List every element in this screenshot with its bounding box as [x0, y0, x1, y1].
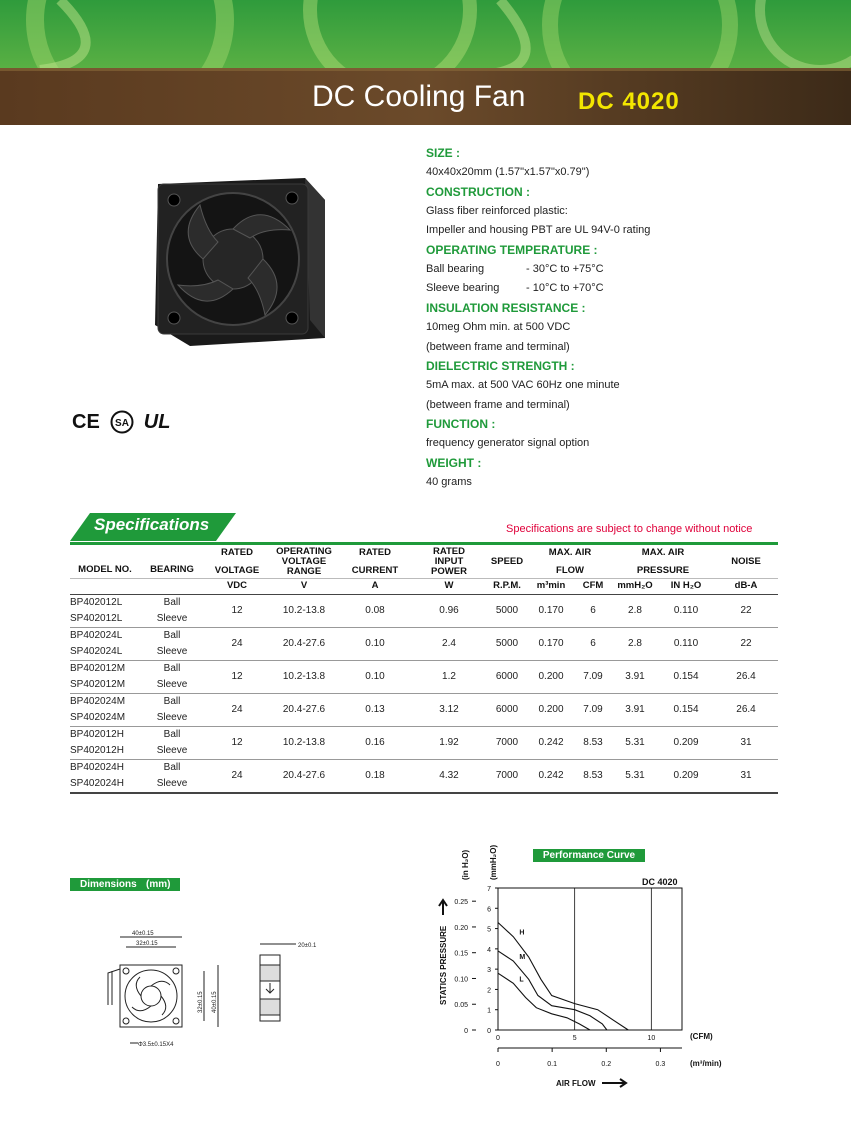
value-cell: 8.53 — [574, 759, 612, 793]
hdr-line: VOLTAGE — [214, 564, 260, 576]
hdr-line: OPERATING — [276, 545, 332, 557]
y-tick-label-in: 0.15 — [454, 950, 468, 958]
y-tick-label-mm: 4 — [487, 946, 491, 954]
value-cell: 31 — [714, 726, 778, 759]
value-cell: 7.09 — [574, 693, 612, 726]
value-cell: 5.31 — [612, 759, 658, 793]
y-tick-label-mm: 3 — [487, 967, 491, 975]
unit-cell: A — [338, 578, 412, 594]
prop-key: Ball bearing — [426, 262, 485, 275]
y-tick-label-mm: 7 — [487, 886, 491, 893]
value-cell: 0.209 — [658, 726, 714, 759]
prop-heading-construction: CONSTRUCTION : — [426, 184, 530, 199]
value-cell: 0.200 — [528, 660, 574, 693]
x-tick-label-cfm: 5 — [572, 1035, 577, 1042]
hdr-line: MAX. AIR — [548, 546, 592, 558]
unit-cell: IN H₂O — [658, 578, 714, 594]
value-cell: 24 — [204, 759, 270, 793]
col-op-voltage — [270, 546, 338, 578]
value-cell: 2.8 — [612, 594, 658, 627]
series-label: M — [519, 954, 526, 962]
prop-value: (between frame and terminal) — [426, 340, 570, 353]
prop-value: Impeller and housing PBT are UL 94V-0 rating — [426, 224, 651, 237]
prop-heading-operating-temperature: OPERATING TEMPERATURE : — [426, 242, 598, 257]
value-cell: 0.110 — [658, 627, 714, 660]
performance-curve-tag: Performance Curve — [533, 849, 645, 862]
value-cell: 6 — [574, 594, 612, 627]
value-cell: 0.13 — [338, 693, 412, 726]
value-cell: 31 — [714, 759, 778, 793]
spec-table-body — [70, 594, 778, 793]
dim-hole-v-label: 32±0.15 — [198, 991, 204, 1013]
value-cell: 2.4 — [412, 627, 486, 660]
dimension-drawing — [100, 925, 340, 1055]
value-cell: 8.53 — [574, 726, 612, 759]
unit-cell: CFM — [574, 578, 612, 594]
value-cell: 12 — [204, 660, 270, 693]
x-tick-label-m3: 0.3 — [655, 1061, 666, 1068]
bearing-cell: Ball — [163, 729, 181, 740]
prop-val: - 10°C to +70°C — [526, 282, 604, 295]
model-cell: BP402012M — [70, 663, 126, 674]
dimensions-tag — [70, 878, 180, 891]
value-cell: 0.08 — [338, 594, 412, 627]
value-cell: 7.09 — [574, 660, 612, 693]
col-bearing: BEARING — [150, 563, 194, 575]
x-tick-label-cfm: 10 — [647, 1035, 656, 1042]
value-cell: 6000 — [486, 693, 528, 726]
col-noise: NOISE — [731, 555, 761, 567]
x-tick-label-m3: 0 — [496, 1061, 500, 1068]
y-tick-label-in: 0.25 — [454, 899, 468, 907]
bearing-cell: Ball — [163, 762, 181, 773]
hdr-line: INPUT — [434, 555, 464, 567]
csa-mark-text: SA — [114, 418, 129, 429]
chart-title: DC 4020 — [642, 877, 678, 887]
y-tick-label-mm: 6 — [487, 906, 491, 914]
x-unit-cfm: (CFM) — [690, 1032, 713, 1041]
x-axis-arrow-icon — [602, 1079, 626, 1087]
value-cell: 3.12 — [412, 693, 486, 726]
x-tick-label-m3: 0.2 — [601, 1061, 612, 1068]
ce-mark-icon: CE — [72, 410, 100, 433]
spec-table — [70, 546, 778, 794]
y-tick-label-mm: 5 — [487, 926, 491, 934]
value-cell: 10.2-13.8 — [270, 726, 338, 759]
x-tick-label-m3: 0.1 — [547, 1061, 558, 1068]
prop-heading-size: SIZE : — [426, 146, 461, 160]
value-cell: 0.209 — [658, 759, 714, 793]
specifications-section-tag — [70, 513, 236, 541]
dim-outer-v-label: 40±0.15 — [212, 991, 218, 1013]
value-cell: 0.10 — [338, 627, 412, 660]
col-speed: SPEED — [490, 555, 524, 567]
prop-value: Glass fiber reinforced plastic: — [426, 204, 568, 217]
series-line-M — [498, 951, 607, 1030]
y-axis-label: STATICS PRESSURE — [439, 925, 448, 1005]
col-rated-power — [412, 546, 486, 578]
model-cell: BP402024M — [70, 696, 126, 707]
y-unit-mm: (mmH₂O) — [489, 844, 498, 880]
hdr-line: RATED — [432, 545, 466, 557]
value-cell: 6000 — [486, 660, 528, 693]
col-pressure — [612, 546, 714, 578]
chart-series — [498, 923, 628, 1031]
value-cell: 4.32 — [412, 759, 486, 793]
plot-frame — [498, 888, 682, 1030]
series-line-H — [498, 923, 628, 1031]
specifications-title: Specifications — [94, 515, 210, 534]
model-cell: SP402012H — [70, 743, 140, 760]
value-cell: 7000 — [486, 726, 528, 759]
dim-hole-label: 32±0.15 — [136, 941, 158, 947]
header-banner — [0, 0, 851, 125]
ul-mark-icon: UL — [143, 410, 171, 433]
hdr-line: CURRENT — [351, 564, 399, 576]
value-cell: 10.2-13.8 — [270, 660, 338, 693]
dim-depth-label: 20±0.1 — [298, 943, 317, 949]
prop-value: 10meg Ohm min. at 500 VDC — [426, 320, 571, 333]
value-cell: 3.91 — [612, 693, 658, 726]
col-rated-current — [338, 546, 412, 578]
bearing-cell: Sleeve — [140, 644, 204, 661]
prop-heading-dielectric: DIELECTRIC STRENGTH : — [426, 359, 575, 374]
y-tick-label-mm: 1 — [487, 1007, 491, 1015]
prop-key: Sleeve bearing — [426, 282, 500, 295]
col-rated-voltage — [204, 546, 270, 578]
value-cell: 10.2-13.8 — [270, 594, 338, 627]
series-label: L — [519, 976, 524, 984]
spec-notice: Specifications are subject to change without notice — [506, 523, 753, 535]
fan-photo — [140, 160, 340, 360]
model-cell: BP402012L — [70, 597, 123, 608]
table-row — [70, 759, 778, 776]
x-unit-m3: (m³/min) — [690, 1059, 722, 1068]
model-cell: BP402024H — [70, 762, 124, 773]
value-cell: 20.4-27.6 — [270, 693, 338, 726]
value-cell: 20.4-27.6 — [270, 627, 338, 660]
y-unit-in: (in H₂O) — [461, 849, 470, 880]
prop-value: 5mA max. at 500 VAC 60Hz one minute — [426, 379, 620, 392]
bearing-cell: Ball — [163, 663, 181, 674]
performance-chart — [430, 840, 750, 1095]
prop-heading-insulation: INSULATION RESISTANCE : — [426, 300, 586, 315]
hdr-line: FLOW — [556, 564, 584, 576]
prop-value: 40 grams — [426, 475, 472, 488]
bearing-cell: Sleeve — [140, 776, 204, 793]
bearing-cell: Ball — [163, 696, 181, 707]
hdr-line: RATED — [220, 546, 254, 558]
unit-cell: mmH₂O — [612, 578, 658, 594]
value-cell: 12 — [204, 594, 270, 627]
y-tick-label-in: 0.10 — [454, 976, 468, 984]
unit-cell — [70, 578, 140, 594]
bearing-cell: Sleeve — [140, 743, 204, 760]
series-label: H — [519, 929, 525, 937]
value-cell: 24 — [204, 693, 270, 726]
chart-grid — [498, 888, 682, 1030]
bearing-cell: Sleeve — [140, 677, 204, 694]
table-row — [70, 660, 778, 677]
prop-value — [426, 279, 806, 299]
y-tick-label-mm: 0 — [487, 1028, 491, 1035]
unit-cell — [140, 578, 204, 594]
unit-cell: V — [270, 578, 338, 594]
dimensions-unit: (mm) — [146, 879, 171, 890]
value-cell: 0.170 — [528, 594, 574, 627]
unit-cell: dB-A — [714, 578, 778, 594]
col-model: MODEL NO. — [78, 563, 132, 575]
y-tick-label-in: 0.05 — [454, 1002, 468, 1010]
value-cell: 5000 — [486, 627, 528, 660]
table-row — [70, 693, 778, 710]
value-cell: 24 — [204, 627, 270, 660]
value-cell: 26.4 — [714, 660, 778, 693]
model-cell: SP402024L — [70, 644, 140, 661]
value-cell: 12 — [204, 726, 270, 759]
value-cell: 26.4 — [714, 693, 778, 726]
y-tick-label-in: 0.20 — [454, 924, 468, 932]
table-row — [70, 726, 778, 743]
prop-value — [426, 260, 806, 280]
value-cell: 0.242 — [528, 726, 574, 759]
x-axis-label: AIR FLOW — [556, 1079, 596, 1088]
unit-cell: R.P.M. — [486, 578, 528, 594]
series-line-L — [498, 973, 590, 1030]
prop-value: 40x40x20mm (1.57"x1.57"x0.79") — [426, 166, 590, 178]
value-cell: 0.110 — [658, 594, 714, 627]
value-cell: 22 — [714, 627, 778, 660]
value-cell: 0.154 — [658, 660, 714, 693]
y-axis-arrow-icon — [439, 900, 447, 915]
hdr-line: RATED — [358, 546, 392, 558]
model-cell: SP402012L — [70, 611, 140, 628]
hdr-line: RANGE — [286, 565, 322, 577]
y-tick-label-in: 0 — [464, 1028, 468, 1035]
value-cell: 3.91 — [612, 660, 658, 693]
bearing-cell: Sleeve — [140, 710, 204, 727]
value-cell: 20.4-27.6 — [270, 759, 338, 793]
table-row — [70, 594, 778, 611]
value-cell: 0.10 — [338, 660, 412, 693]
model-cell: SP402012M — [70, 677, 140, 694]
dim-screw-label: Φ3.5±0.15X4 — [138, 1042, 174, 1048]
unit-cell: m³min — [528, 578, 574, 594]
value-cell: 2.8 — [612, 627, 658, 660]
x-tick-label-cfm: 0 — [496, 1035, 500, 1042]
properties-list — [426, 144, 806, 493]
value-cell: 5000 — [486, 594, 528, 627]
value-cell: 0.170 — [528, 627, 574, 660]
certification-marks — [72, 410, 170, 434]
unit-cell: VDC — [204, 578, 270, 594]
dim-outer-label: 40±0.15 — [132, 931, 154, 937]
model-cell: BP402024L — [70, 630, 123, 641]
hdr-line: PRESSURE — [636, 564, 690, 576]
model-cell: SP402024H — [70, 776, 140, 793]
bearing-cell: Ball — [163, 630, 181, 641]
model-cell: SP402024M — [70, 710, 140, 727]
csa-mark-icon — [110, 410, 134, 434]
value-cell: 0.96 — [412, 594, 486, 627]
value-cell: 6 — [574, 627, 612, 660]
y-tick-label-mm: 2 — [487, 987, 491, 995]
model-cell: BP402012H — [70, 729, 124, 740]
value-cell: 0.16 — [338, 726, 412, 759]
prop-heading-function: FUNCTION : — [426, 417, 496, 432]
table-row — [70, 627, 778, 644]
table-top-rule — [70, 542, 778, 545]
value-cell: 0.18 — [338, 759, 412, 793]
hdr-line: POWER — [431, 565, 467, 577]
dimensions-label: Dimensions — [80, 879, 137, 890]
value-cell: 1.92 — [412, 726, 486, 759]
prop-value: frequency generator signal option — [426, 437, 590, 450]
unit-cell: W — [412, 578, 486, 594]
value-cell: 7000 — [486, 759, 528, 793]
page-title: DC Cooling Fan — [312, 80, 526, 113]
value-cell: 0.154 — [658, 693, 714, 726]
value-cell: 0.242 — [528, 759, 574, 793]
prop-val: - 30°C to +75°C — [526, 262, 604, 275]
col-airflow — [528, 546, 612, 578]
prop-heading-weight: WEIGHT : — [426, 455, 482, 470]
prop-value: (between frame and terminal) — [426, 398, 570, 411]
value-cell: 1.2 — [412, 660, 486, 693]
value-cell: 5.31 — [612, 726, 658, 759]
value-cell: 0.200 — [528, 693, 574, 726]
bearing-cell: Sleeve — [140, 611, 204, 628]
model-name: DC 4020 — [578, 88, 680, 115]
hdr-line: VOLTAGE — [281, 555, 327, 567]
bearing-cell: Ball — [163, 597, 181, 608]
value-cell: 22 — [714, 594, 778, 627]
chart-ticks — [454, 886, 682, 1068]
hdr-line: MAX. AIR — [641, 546, 685, 558]
